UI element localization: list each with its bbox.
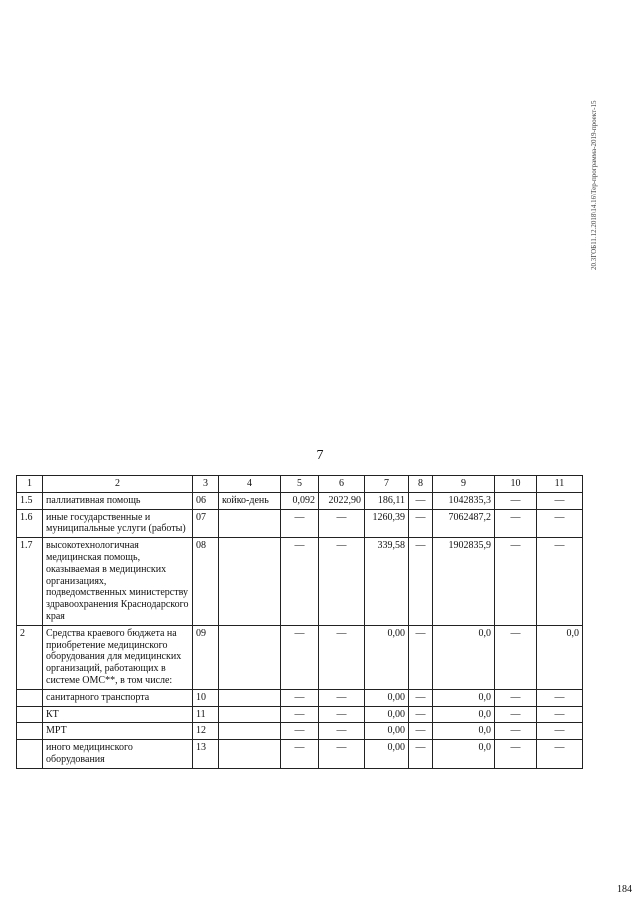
table-row (17, 625, 583, 689)
row-number: 2 (17, 625, 43, 689)
footer-page-code: 184 (617, 884, 632, 895)
value-cell: — (281, 706, 319, 723)
row-name: иного медицинского оборудования (43, 740, 193, 769)
column-header: 10 (495, 476, 537, 493)
row-name: МРТ (43, 723, 193, 740)
value-cell: 0,0 (433, 706, 495, 723)
value-cell: — (319, 706, 365, 723)
value-cell: 0,0 (433, 723, 495, 740)
value-cell: — (409, 625, 433, 689)
value-cell: — (537, 689, 583, 706)
row-code: 07 (193, 509, 219, 538)
unit-cell (219, 538, 281, 626)
header-row (17, 476, 583, 493)
row-number (17, 740, 43, 769)
value-cell: — (495, 509, 537, 538)
row-code: 13 (193, 740, 219, 769)
value-cell: 1902835,9 (433, 538, 495, 626)
value-cell: — (495, 538, 537, 626)
value-cell: — (409, 492, 433, 509)
value-cell: — (537, 740, 583, 769)
column-header: 7 (365, 476, 409, 493)
side-note: 20.3ГОБ11.12.2018\14.16\Тер-программа-2019-проект-15 (590, 100, 598, 270)
value-cell: — (319, 509, 365, 538)
value-cell: 0,0 (433, 625, 495, 689)
value-cell: — (495, 723, 537, 740)
value-cell: — (495, 740, 537, 769)
value-cell: — (319, 538, 365, 626)
value-cell: — (409, 706, 433, 723)
page-number: 7 (316, 448, 324, 463)
value-cell: 1260,39 (365, 509, 409, 538)
data-table (16, 475, 583, 769)
value-cell: — (537, 723, 583, 740)
table-row (17, 723, 583, 740)
value-cell: — (319, 625, 365, 689)
value-cell: — (537, 538, 583, 626)
unit-cell (219, 689, 281, 706)
unit-cell (219, 509, 281, 538)
column-header: 11 (537, 476, 583, 493)
value-cell: 0,00 (365, 706, 409, 723)
row-code: 11 (193, 706, 219, 723)
column-header: 3 (193, 476, 219, 493)
table-row (17, 706, 583, 723)
value-cell: — (495, 625, 537, 689)
row-name: высокотехнологичная медицинская помощь, оказываемая в медицинских организациях, подведомственных министерству здравоохранения Краснодарского края (43, 538, 193, 626)
value-cell: 0,0 (433, 689, 495, 706)
row-number (17, 723, 43, 740)
value-cell: — (537, 492, 583, 509)
value-cell: 0,00 (365, 740, 409, 769)
column-header: 6 (319, 476, 365, 493)
value-cell: — (495, 689, 537, 706)
value-cell: — (281, 538, 319, 626)
unit-cell (219, 625, 281, 689)
table-row (17, 492, 583, 509)
data-table-container (16, 475, 582, 769)
value-cell: — (281, 689, 319, 706)
row-name: паллиативная помощь (43, 492, 193, 509)
row-number (17, 689, 43, 706)
row-name: КТ (43, 706, 193, 723)
unit-cell (219, 706, 281, 723)
value-cell: — (319, 723, 365, 740)
value-cell: — (409, 723, 433, 740)
value-cell: — (537, 706, 583, 723)
column-header: 2 (43, 476, 193, 493)
value-cell: — (281, 509, 319, 538)
value-cell: — (281, 625, 319, 689)
row-code: 08 (193, 538, 219, 626)
column-header: 4 (219, 476, 281, 493)
column-header: 9 (433, 476, 495, 493)
column-header: 5 (281, 476, 319, 493)
table-row (17, 509, 583, 538)
value-cell: — (537, 509, 583, 538)
value-cell: 2022,90 (319, 492, 365, 509)
row-code: 09 (193, 625, 219, 689)
value-cell: 1042835,3 (433, 492, 495, 509)
row-code: 10 (193, 689, 219, 706)
value-cell: 0,00 (365, 689, 409, 706)
value-cell: — (495, 706, 537, 723)
row-number (17, 706, 43, 723)
value-cell: 0,0 (537, 625, 583, 689)
value-cell: — (319, 740, 365, 769)
value-cell: 7062487,2 (433, 509, 495, 538)
row-name: Средства краевого бюджета на приобретение медицинского оборудования для медицинских организаций, работающих в системе ОМС**, в том числе: (43, 625, 193, 689)
value-cell: — (495, 492, 537, 509)
value-cell: 0,0 (433, 740, 495, 769)
value-cell: — (409, 740, 433, 769)
value-cell: 0,00 (365, 625, 409, 689)
row-name: санитарного транспорта (43, 689, 193, 706)
value-cell: — (319, 689, 365, 706)
value-cell: 186,11 (365, 492, 409, 509)
column-header: 8 (409, 476, 433, 493)
row-number: 1.6 (17, 509, 43, 538)
value-cell: — (409, 538, 433, 626)
value-cell: 0,00 (365, 723, 409, 740)
row-code: 12 (193, 723, 219, 740)
value-cell: 0,092 (281, 492, 319, 509)
row-code: 06 (193, 492, 219, 509)
row-name: иные государственные и муниципальные услуги (работы) (43, 509, 193, 538)
row-number: 1.5 (17, 492, 43, 509)
table-row (17, 740, 583, 769)
value-cell: — (409, 689, 433, 706)
row-number: 1.7 (17, 538, 43, 626)
value-cell: — (281, 740, 319, 769)
column-header: 1 (17, 476, 43, 493)
unit-cell: койко-день (219, 492, 281, 509)
table-row (17, 538, 583, 626)
value-cell: — (281, 723, 319, 740)
unit-cell (219, 740, 281, 769)
value-cell: 339,58 (365, 538, 409, 626)
value-cell: — (409, 509, 433, 538)
table-row (17, 689, 583, 706)
unit-cell (219, 723, 281, 740)
